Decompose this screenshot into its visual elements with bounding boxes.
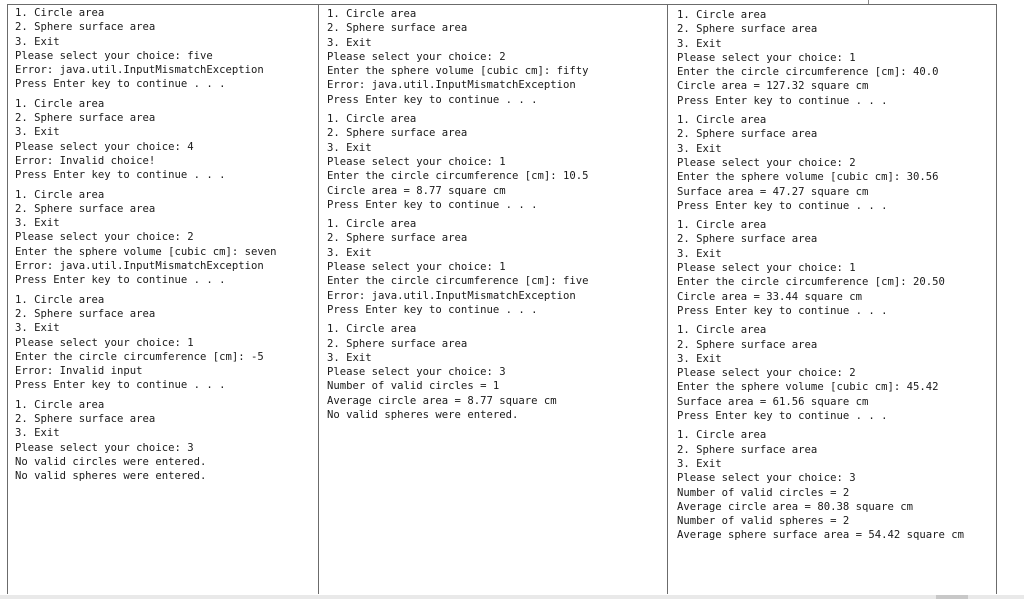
console-line: Error: java.util.InputMismatchException [327,79,576,92]
console-line: Error: java.util.InputMismatchException [15,260,264,273]
scrollbar-thumb[interactable] [936,595,968,599]
console-line: Please select your choice: 2 [15,231,194,244]
console-line: Enter the circle circumference [cm]: five [327,275,589,288]
console-line: Number of valid circles = 2 [677,486,850,499]
console-line: No valid circles were entered. [15,455,207,468]
console-line: 3. Exit [15,126,60,139]
console-line: Press Enter key to continue . . . [677,94,888,107]
console-line: Number of valid circles = 1 [327,380,500,393]
console-line: 2. Sphere surface area [15,112,156,125]
console-line: Please select your choice: 1 [15,336,194,349]
console-line: 3. Exit [677,247,722,260]
console-block [677,8,993,108]
console-line: 2. Sphere surface area [327,232,468,245]
console-line: Please select your choice: 2 [327,50,506,63]
console-line: Average sphere surface area = 54.42 square cm [677,529,965,542]
console-line: 2. Sphere surface area [15,307,156,320]
console-line: 2. Sphere surface area [677,23,818,36]
console-line: Please select your choice: 4 [15,140,194,153]
console-line: 1. Circle area [15,188,105,201]
console-line: Enter the circle circumference [cm]: -5 [15,350,264,363]
console-line: Please select your choice: 3 [677,472,856,485]
console-block [677,323,993,423]
column-divider-1 [318,4,319,594]
console-line: 1. Circle area [15,293,105,306]
console-line: 1. Circle area [677,114,767,127]
console-line: 2. Sphere surface area [327,337,468,350]
console-block [327,7,663,107]
console-line: Enter the circle circumference [cm]: 10.5 [327,170,589,183]
console-block [15,293,315,393]
console-block [327,112,663,212]
column-divider-2 [667,4,668,594]
console-line: Error: Invalid choice! [15,154,156,167]
console-line: 3. Exit [15,35,60,48]
console-line: Number of valid spheres = 2 [677,515,850,528]
console-line: Please select your choice: 1 [677,262,856,275]
console-line: 3. Exit [677,457,722,470]
console-line: 3. Exit [677,142,722,155]
console-line: Press Enter key to continue . . . [15,379,226,392]
console-line: Please select your choice: 1 [677,51,856,64]
console-line: 1. Circle area [327,323,417,336]
console-line: Please select your choice: 1 [327,155,506,168]
console-line: Error: java.util.InputMismatchException [15,64,264,77]
console-line: Surface area = 47.27 square cm [677,185,869,198]
console-line: Enter the sphere volume [cubic cm]: 45.42 [677,381,939,394]
console-line: 2. Sphere surface area [15,21,156,34]
console-line: Circle area = 127.32 square cm [677,80,869,93]
console-line: 2. Sphere surface area [15,202,156,215]
console-line: 1. Circle area [15,398,105,411]
console-block [15,6,315,92]
console-line: Press Enter key to continue . . . [15,169,226,182]
console-line: 3. Exit [327,246,372,259]
console-line: 1. Circle area [677,9,767,21]
console-block [327,217,663,317]
console-line: 2. Sphere surface area [15,413,156,426]
console-line: No valid spheres were entered. [15,470,207,483]
console-line: Press Enter key to continue . . . [15,78,226,91]
console-line: 2. Sphere surface area [327,127,468,140]
console-block [15,97,315,183]
console-line: 1. Circle area [327,113,417,126]
console-line: 1. Circle area [327,218,417,231]
console-block [15,188,315,288]
console-line: 2. Sphere surface area [327,22,468,35]
console-line: Enter the sphere volume [cubic cm]: fifty [327,65,589,78]
console-line: 1. Circle area [677,429,767,442]
console-block [677,113,993,213]
console-line: 3. Exit [327,36,372,49]
console-line: 3. Exit [327,141,372,154]
console-line: Press Enter key to continue . . . [677,199,888,212]
console-line: 1. Circle area [15,97,105,110]
console-line: Enter the sphere volume [cubic cm]: seven [15,245,277,258]
console-line: Please select your choice: 2 [677,156,856,169]
console-line: Enter the circle circumference [cm]: 40.0 [677,66,939,79]
console-line: 1. Circle area [327,8,417,20]
console-block [677,428,993,542]
console-line: Press Enter key to continue . . . [327,303,538,316]
console-line: 3. Exit [677,352,722,365]
console-line: Press Enter key to continue . . . [15,274,226,287]
console-block [677,218,993,318]
console-line: 3. Exit [677,37,722,50]
console-line: Please select your choice: 3 [327,366,506,379]
console-line: Enter the sphere volume [cubic cm]: 30.56 [677,171,939,184]
console-line: Enter the circle circumference [cm]: 20.50 [677,276,945,289]
console-line: 3. Exit [15,427,60,440]
console-line: 2. Sphere surface area [677,128,818,141]
console-output-panel-2 [327,7,663,599]
console-output-panel-1 [15,6,315,599]
console-block [15,398,315,484]
console-line: Error: Invalid input [15,365,143,378]
console-line: No valid spheres were entered. [327,409,519,422]
console-line: Surface area = 61.56 square cm [677,395,869,408]
console-line: Average circle area = 80.38 square cm [677,500,913,513]
console-line: Please select your choice: 3 [15,441,194,454]
console-line: Circle area = 8.77 square cm [327,184,506,197]
console-line: Error: java.util.InputMismatchException [327,289,576,302]
console-line: 2. Sphere surface area [677,233,818,246]
console-line: 2. Sphere surface area [677,443,818,456]
console-line: Please select your choice: 2 [677,367,856,380]
console-line: Average circle area = 8.77 square cm [327,394,557,407]
console-line: 3. Exit [327,351,372,364]
console-line: 1. Circle area [677,219,767,232]
console-line: 1. Circle area [677,324,767,337]
console-line: Circle area = 33.44 square cm [677,290,862,303]
console-line: Press Enter key to continue . . . [677,304,888,317]
console-line: Press Enter key to continue . . . [327,198,538,211]
console-output-panel-3 [677,8,993,599]
console-line: Press Enter key to continue . . . [677,410,888,423]
console-line: 2. Sphere surface area [677,338,818,351]
console-line: 3. Exit [15,322,60,335]
console-line: 3. Exit [15,217,60,230]
horizontal-scrollbar[interactable] [0,595,1024,599]
console-line: Please select your choice: five [15,49,213,62]
console-line: Please select your choice: 1 [327,261,506,274]
console-line: Press Enter key to continue . . . [327,93,538,106]
console-block [327,322,663,422]
console-line: 1. Circle area [15,7,105,19]
